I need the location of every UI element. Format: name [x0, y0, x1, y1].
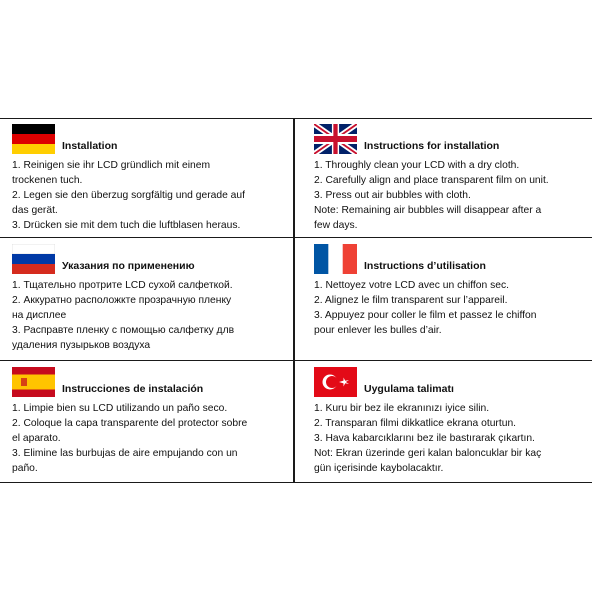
instruction-lines: [314, 158, 549, 233]
section-title: Installation: [62, 140, 118, 152]
instruction-lines: [12, 401, 247, 476]
section-turkish: [314, 367, 541, 476]
russia-flag-icon: [12, 244, 55, 274]
instruction-line: 3. Appuyez pour coller le film et passez le chiffon: [314, 310, 537, 321]
section-title: Instructions d’utilisation: [364, 260, 486, 272]
instruction-line: 1. Reinigen sie ihr LCD gründlich mit einem: [12, 160, 211, 171]
instruction-line: 1. Тщательно протрите LCD сухой салфеткой.: [12, 280, 233, 291]
section-russian: [12, 244, 234, 353]
instruction-line: el aparato.: [12, 433, 61, 444]
instruction-line: 3. Расправте пленку с помощью салфетку длв: [12, 325, 235, 336]
instruction-line: 2. Legen sie den überzug sorgfältig und gerade auf: [12, 190, 245, 201]
instruction-line: 2. Transparan filmi dikkatlice ekrana oturtun.: [314, 418, 517, 429]
section-english: [314, 124, 549, 233]
instruction-line: 2. Coloque la capa transparente del protector sobre: [12, 418, 248, 429]
divider-row-1: [0, 237, 592, 238]
instruction-line: paño.: [12, 463, 38, 474]
section-title: Uygulama talimatı: [364, 383, 454, 395]
instruction-line: 2. Carefully align and place transparent film on unit.: [314, 175, 549, 186]
instruction-line: 3. Press out air bubbles with cloth.: [314, 190, 471, 201]
instruction-lines: [12, 158, 245, 233]
divider-bottom: [0, 482, 592, 483]
instruction-line: 1. Kuru bir bez ile ekranınızı iyice silin.: [314, 403, 490, 414]
instruction-line: trockenen tuch.: [12, 175, 83, 186]
instruction-line: 1. Throughly clean your LCD with a dry cloth.: [314, 160, 520, 171]
section-spanish: [12, 367, 247, 476]
instruction-line: 3. Drücken sie mit dem tuch die luftblasen heraus.: [12, 220, 241, 231]
divider-top: [0, 118, 592, 119]
instruction-line: на дисплее: [12, 310, 67, 321]
instruction-line: 2. Alignez le film transparent sur l’appareil.: [314, 295, 508, 306]
instruction-line: Not: Ekran üzerinde geri kalan baloncuklar bir kaç: [314, 448, 542, 459]
divider-center: [293, 118, 295, 483]
divider-row-2: [0, 360, 592, 361]
section-title: Указания по применению: [62, 260, 195, 272]
instruction-line: pour enlever les bulles d’air.: [314, 325, 442, 336]
instruction-line: 1. Limpie bien su LCD utilizando un paño seco.: [12, 403, 228, 414]
instruction-lines: [314, 278, 536, 338]
instruction-lines: [314, 401, 541, 476]
instruction-line: gün içerisinde kaybolacaktır.: [314, 463, 444, 474]
section-title: Instructions for installation: [364, 140, 500, 152]
section-german: [12, 124, 245, 233]
instruction-line: das gerät.: [12, 205, 58, 216]
spain-flag-icon: [12, 367, 55, 397]
instruction-line: 3. Elimine las burbujas de aire empujando con un: [12, 448, 238, 459]
turkey-flag-icon: [314, 367, 357, 397]
section-french: [314, 244, 536, 338]
instruction-line: few days.: [314, 220, 358, 231]
instruction-lines: [12, 278, 234, 353]
instruction-line: 1. Nettoyez votre LCD avec un chiffon sec.: [314, 280, 509, 291]
instruction-line: Note: Remaining air bubbles will disappear after a: [314, 205, 542, 216]
section-title: Instrucciones de instalación: [62, 383, 204, 395]
instruction-line: 3. Hava kabarcıklarını bez ile bastırarak çıkartın.: [314, 433, 535, 444]
france-flag-icon: [314, 244, 357, 274]
uk-flag-icon: [314, 124, 357, 154]
germany-flag-icon: [12, 124, 55, 154]
instruction-line: удаления пузырьков воздуха: [12, 340, 151, 351]
instruction-line: 2. Аккуратно расположкте прозрачную пленку: [12, 295, 232, 306]
